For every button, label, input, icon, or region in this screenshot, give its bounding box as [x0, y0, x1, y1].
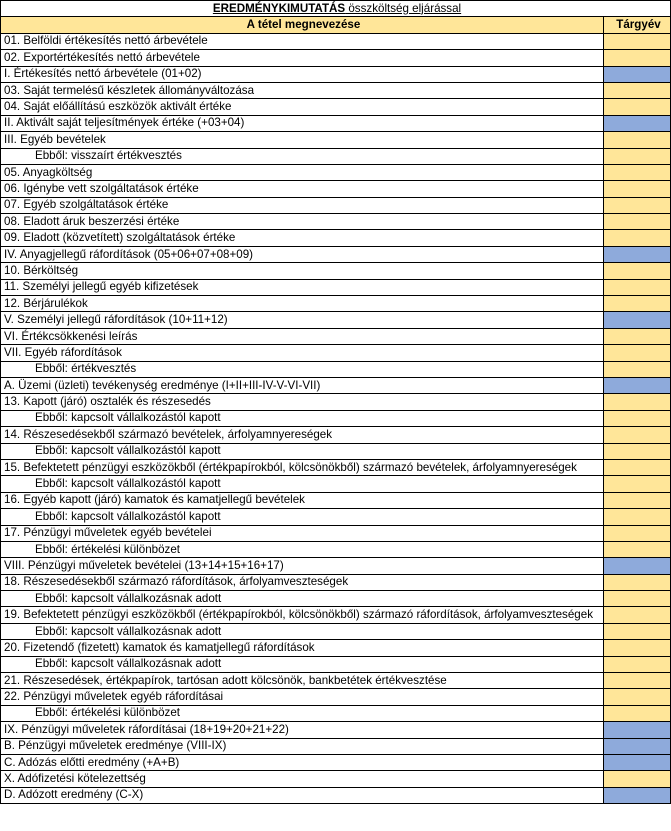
row-label: II. Aktivált saját teljesítmények értéke (+03+04)	[1, 115, 604, 131]
title-row	[1, 1, 671, 17]
input-value-cell[interactable]	[604, 296, 671, 312]
table-row	[1, 181, 671, 197]
page-title	[1, 1, 671, 17]
input-value-cell[interactable]	[604, 197, 671, 213]
input-value-cell[interactable]	[604, 509, 671, 525]
table-row	[1, 525, 671, 541]
input-value-cell[interactable]	[604, 410, 671, 426]
input-value-cell[interactable]	[604, 443, 671, 459]
row-label: 07. Egyéb szolgáltatások értéke	[1, 197, 604, 213]
table-row	[1, 296, 671, 312]
row-label: IV. Anyagjellegű ráfordítások (05+06+07+08+09)	[1, 246, 604, 262]
table-body	[1, 1, 671, 804]
subtotal-value-cell	[604, 246, 671, 262]
table-row	[1, 132, 671, 148]
row-label: 18. Részesedésekből származó ráfordítások, árfolyamveszteségek	[1, 574, 604, 590]
subtotal-value-cell	[604, 115, 671, 131]
input-value-cell[interactable]	[604, 328, 671, 344]
table-row	[1, 574, 671, 590]
row-subitem-label: Ebből: kapcsolt vállalkozástól kapott	[1, 443, 604, 459]
row-label: 08. Eladott áruk beszerzési értéke	[1, 214, 604, 230]
input-value-cell[interactable]	[604, 230, 671, 246]
input-value-cell[interactable]	[604, 33, 671, 49]
subtotal-value-cell	[604, 754, 671, 770]
input-value-cell[interactable]	[604, 263, 671, 279]
input-value-cell[interactable]	[604, 361, 671, 377]
input-value-cell[interactable]	[604, 525, 671, 541]
row-label: A. Üzemi (üzleti) tevékenység eredménye (I+II+III-IV-V-VI-VII)	[1, 377, 604, 393]
table-row	[1, 738, 671, 754]
row-subitem-label: Ebből: kapcsolt vállalkozásnak adott	[1, 623, 604, 639]
input-value-cell[interactable]	[604, 673, 671, 689]
input-value-cell[interactable]	[604, 82, 671, 98]
input-value-cell[interactable]	[604, 99, 671, 115]
row-label: IX. Pénzügyi műveletek ráfordításai (18+19+20+21+22)	[1, 722, 604, 738]
row-label: VI. Értékcsökkenési leírás	[1, 328, 604, 344]
row-label: 21. Részesedések, értékpapírok, tartósan adott kölcsönök, bankbetétek értékvesztése	[1, 673, 604, 689]
input-value-cell[interactable]	[604, 705, 671, 721]
subtotal-value-cell	[604, 558, 671, 574]
row-label: I. Értékesítés nettó árbevétele (01+02)	[1, 66, 604, 82]
input-value-cell[interactable]	[604, 345, 671, 361]
subtotal-value-cell	[604, 312, 671, 328]
row-label: VII. Egyéb ráfordítások	[1, 345, 604, 361]
subtotal-value-cell	[604, 738, 671, 754]
row-label: 12. Bérjárulékok	[1, 296, 604, 312]
input-value-cell[interactable]	[604, 279, 671, 295]
row-label: 02. Exportértékesítés nettó árbevétele	[1, 50, 604, 66]
input-value-cell[interactable]	[604, 148, 671, 164]
table-row	[1, 328, 671, 344]
table-row	[1, 558, 671, 574]
row-label: 10. Bérköltség	[1, 263, 604, 279]
table-row	[1, 246, 671, 262]
input-value-cell[interactable]	[604, 492, 671, 508]
row-label: 17. Pénzügyi műveletek egyéb bevételei	[1, 525, 604, 541]
input-value-cell[interactable]	[604, 640, 671, 656]
table-row	[1, 164, 671, 180]
row-label: VIII. Pénzügyi műveletek bevételei (13+14+15+16+17)	[1, 558, 604, 574]
table-row	[1, 197, 671, 213]
table-row	[1, 705, 671, 721]
row-label: 16. Egyéb kapott (járó) kamatok és kamatjellegű bevételek	[1, 492, 604, 508]
table-row	[1, 656, 671, 672]
table-row	[1, 33, 671, 49]
row-subitem-label: Ebből: értékelési különbözet	[1, 705, 604, 721]
row-label: 11. Személyi jellegű egyéb kifizetések	[1, 279, 604, 295]
row-label: 20. Fizetendő (fizetett) kamatok és kamatjellegű ráfordítások	[1, 640, 604, 656]
row-subitem-label: Ebből: kapcsolt vállalkozásnak adott	[1, 591, 604, 607]
header-row	[1, 17, 671, 33]
row-label: 19. Befektetett pénzügyi eszközökből (értékpapírokból, kölcsönökből) származó ráfordítások, árfolyamveszteségek	[1, 607, 604, 623]
row-label: 22. Pénzügyi műveletek egyéb ráfordításai	[1, 689, 604, 705]
input-value-cell[interactable]	[604, 574, 671, 590]
table-row	[1, 115, 671, 131]
row-label: 06. Igénybe vett szolgáltatások értéke	[1, 181, 604, 197]
input-value-cell[interactable]	[604, 591, 671, 607]
column-header-name: A tétel megnevezése	[1, 17, 604, 33]
row-label: B. Pénzügyi műveletek eredménye (VIII-IX)	[1, 738, 604, 754]
row-label: 13. Kapott (járó) osztalék és részesedés	[1, 394, 604, 410]
table-row	[1, 230, 671, 246]
row-subitem-label: Ebből: kapcsolt vállalkozástól kapott	[1, 476, 604, 492]
table-row	[1, 754, 671, 770]
input-value-cell[interactable]	[604, 181, 671, 197]
row-label: 05. Anyagköltség	[1, 164, 604, 180]
row-label: 01. Belföldi értékesítés nettó árbevétele	[1, 33, 604, 49]
table-row	[1, 607, 671, 623]
input-value-cell[interactable]	[604, 132, 671, 148]
table-row	[1, 394, 671, 410]
input-value-cell[interactable]	[604, 607, 671, 623]
input-value-cell[interactable]	[604, 656, 671, 672]
table-row	[1, 148, 671, 164]
row-subitem-label: Ebből: kapcsolt vállalkozástól kapott	[1, 410, 604, 426]
table-row	[1, 787, 671, 803]
table-row	[1, 312, 671, 328]
table-row	[1, 492, 671, 508]
row-label: 15. Befektetett pénzügyi eszközökből (értékpapírokból, kölcsönökből) származó bevételek, árfolyamnyereségek	[1, 459, 604, 475]
table-row	[1, 673, 671, 689]
table-row	[1, 476, 671, 492]
row-subitem-label: Ebből: visszaírt értékvesztés	[1, 148, 604, 164]
input-value-cell[interactable]	[604, 476, 671, 492]
subtotal-value-cell	[604, 722, 671, 738]
table-row	[1, 99, 671, 115]
row-subitem-label: Ebből: kapcsolt vállalkozásnak adott	[1, 656, 604, 672]
title-prefix: EREDMÉNYKIMUTATÁS	[212, 1, 346, 15]
row-label: 09. Eladott (közvetített) szolgáltatások értéke	[1, 230, 604, 246]
row-subitem-label: Ebből: értékvesztés	[1, 361, 604, 377]
row-label: 04. Saját előállítású eszközök aktivált értéke	[1, 99, 604, 115]
row-subitem-label: Ebből: értékelési különbözet	[1, 541, 604, 557]
input-value-cell[interactable]	[604, 541, 671, 557]
table-row	[1, 443, 671, 459]
table-row	[1, 66, 671, 82]
input-value-cell[interactable]	[604, 427, 671, 443]
table-row	[1, 361, 671, 377]
table-row	[1, 279, 671, 295]
table-row	[1, 689, 671, 705]
table-row	[1, 50, 671, 66]
table-row	[1, 771, 671, 787]
table-row	[1, 214, 671, 230]
table-row	[1, 591, 671, 607]
title-suffix: összköltség eljárással	[345, 1, 462, 15]
row-label: D. Adózott eredmény (C-X)	[1, 787, 604, 803]
row-label: III. Egyéb bevételek	[1, 132, 604, 148]
input-value-cell[interactable]	[604, 623, 671, 639]
table-row	[1, 263, 671, 279]
input-value-cell[interactable]	[604, 164, 671, 180]
table-row	[1, 427, 671, 443]
subtotal-value-cell	[604, 377, 671, 393]
input-value-cell[interactable]	[604, 50, 671, 66]
table-row	[1, 722, 671, 738]
table-row	[1, 377, 671, 393]
table-row	[1, 509, 671, 525]
row-label: C. Adózás előtti eredmény (+A+B)	[1, 754, 604, 770]
row-label: X. Adófizetési kötelezettség	[1, 771, 604, 787]
table-row	[1, 459, 671, 475]
input-value-cell[interactable]	[604, 394, 671, 410]
table-row	[1, 82, 671, 98]
input-value-cell[interactable]	[604, 459, 671, 475]
table-row	[1, 410, 671, 426]
column-header-value: Tárgyév	[604, 17, 671, 33]
row-label: V. Személyi jellegű ráfordítások (10+11+12)	[1, 312, 604, 328]
table-row	[1, 623, 671, 639]
input-value-cell[interactable]	[604, 771, 671, 787]
subtotal-value-cell	[604, 66, 671, 82]
subtotal-value-cell	[604, 787, 671, 803]
input-value-cell[interactable]	[604, 689, 671, 705]
input-value-cell[interactable]	[604, 214, 671, 230]
table-row	[1, 541, 671, 557]
row-label: 14. Részesedésekből származó bevételek, árfolyamnyereségek	[1, 427, 604, 443]
table-row	[1, 345, 671, 361]
table-row	[1, 640, 671, 656]
row-subitem-label: Ebből: kapcsolt vállalkozástól kapott	[1, 509, 604, 525]
row-label: 03. Saját termelésű készletek állományváltozása	[1, 82, 604, 98]
